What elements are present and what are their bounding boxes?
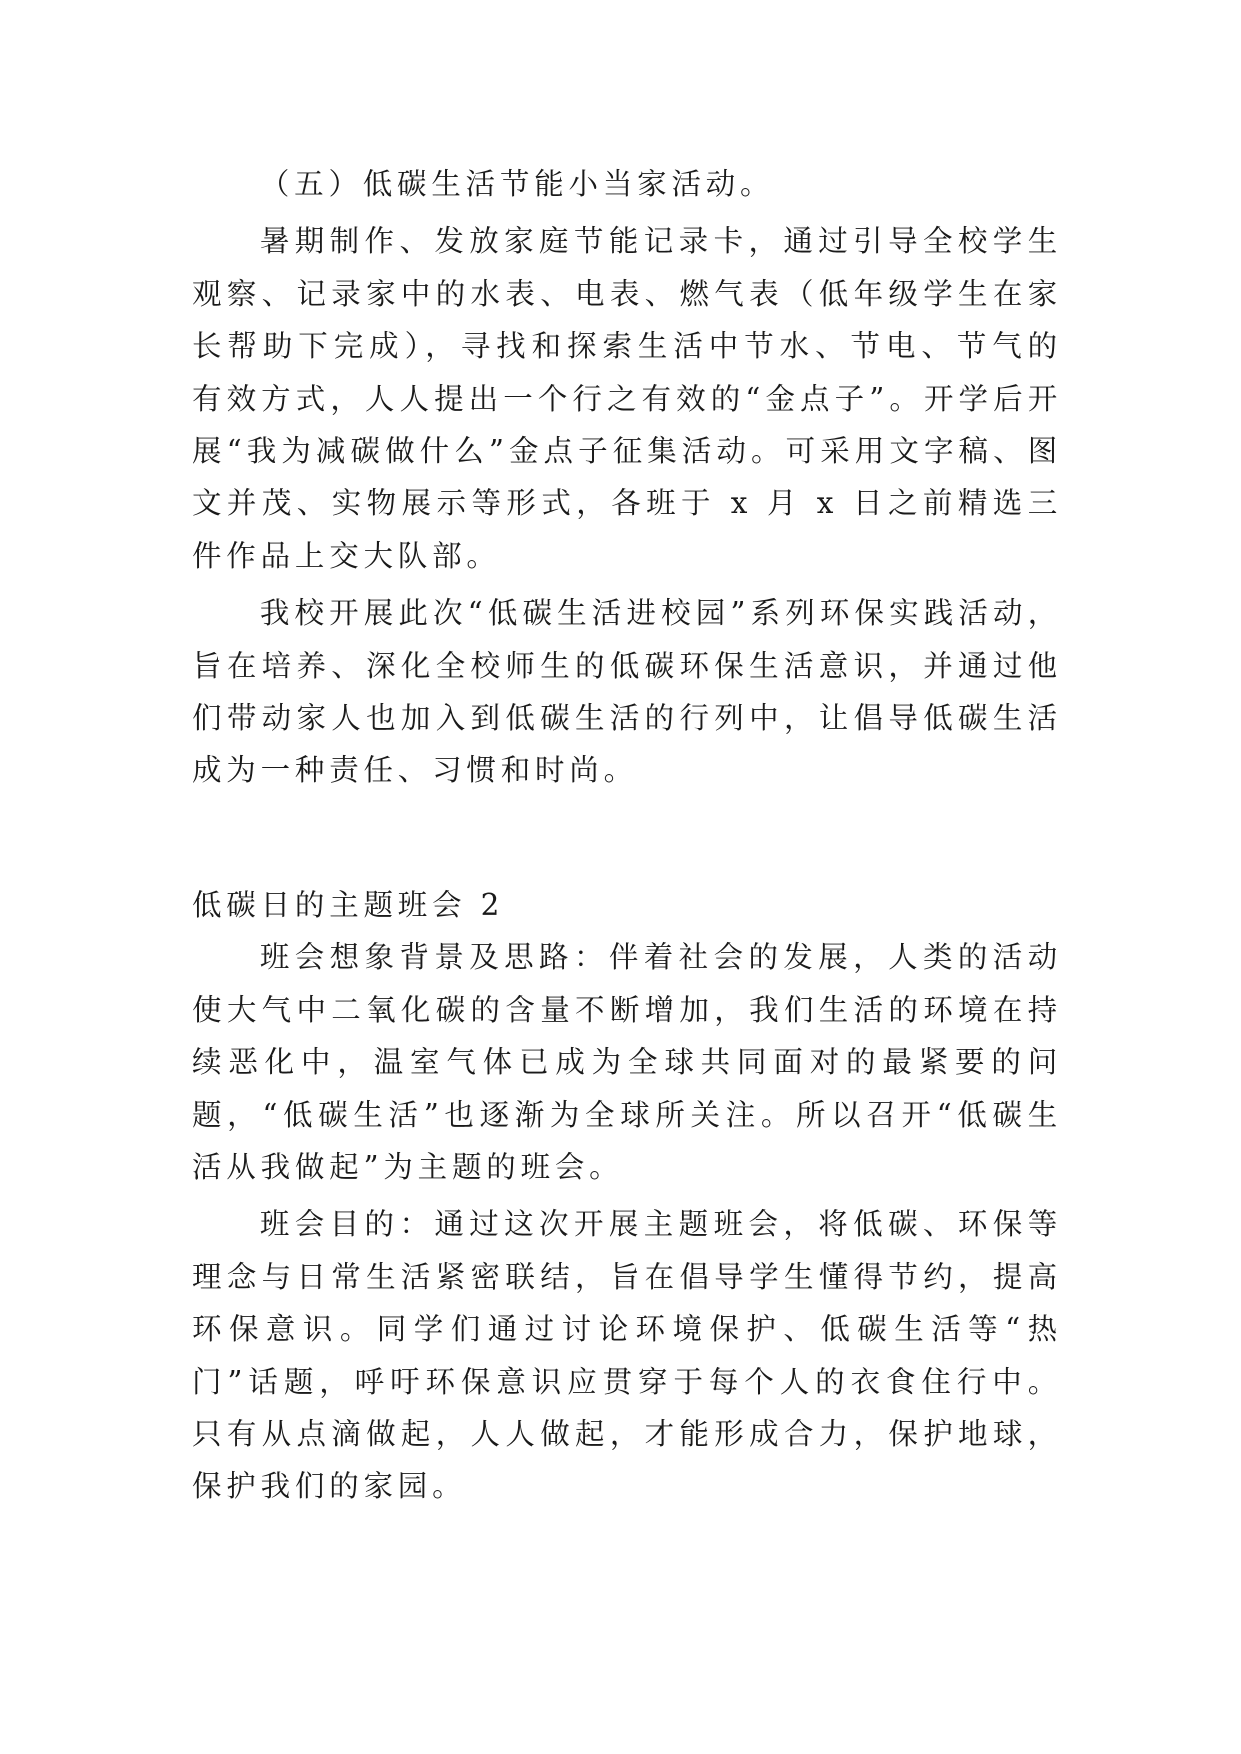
paragraph-purpose: 班会目的：通过这次开展主题班会，将低碳、环保等理念与日常生活紧密联结，旨在倡导学生懂得节约，提高环保意识。同学们通过讨论环境保护、低碳生活等“热门”话题，呼吁环保意识应贯穿于每个人的衣食住行中。只有从点滴做起，人人做起，才能形成合力，保护地球，保护我们的家园。: [192, 1207, 1062, 1504]
paragraph-background: 班会想象背景及思路：伴着社会的发展，人类的活动使大气中二氧化碳的含量不断增加，我们生活的环境在持续恶化中，温室气体已成为全球共同面对的最紧要的问题，“低碳生活”也逐渐为全球所关注。所以召开“低碳生活从我做起”为主题的班会。: [192, 940, 1062, 1184]
document-body: [192, 158, 1062, 1513]
paragraph-activity-summary: 我校开展此次“低碳生活进校园”系列环保实践活动，旨在培养、深化全校师生的低碳环保生活意识，并通过他们带动家人也加入到低碳生活的行列中，让倡导低碳生活成为一种责任、习惯和时尚。: [192, 596, 1062, 788]
section-title: 低碳日的主题班会 2: [192, 887, 505, 922]
paragraph-energy-record-card: 暑期制作、发放家庭节能记录卡，通过引导全校学生观察、记录家中的水表、电表、燃气表（低年级学生在家长帮助下完成），寻找和探索生活中节水、节电、节气的有效方式，人人提出一个行之有效的“金点子”。开学后开展“我为减碳做什么”金点子征集活动。可采用文字稿、图文并茂、实物展示等形式，各班于 x 月 x 日之前精选三件作品上交大队部。: [192, 224, 1062, 573]
section-heading-five: （五）低碳生活节能小当家活动。: [259, 167, 775, 201]
